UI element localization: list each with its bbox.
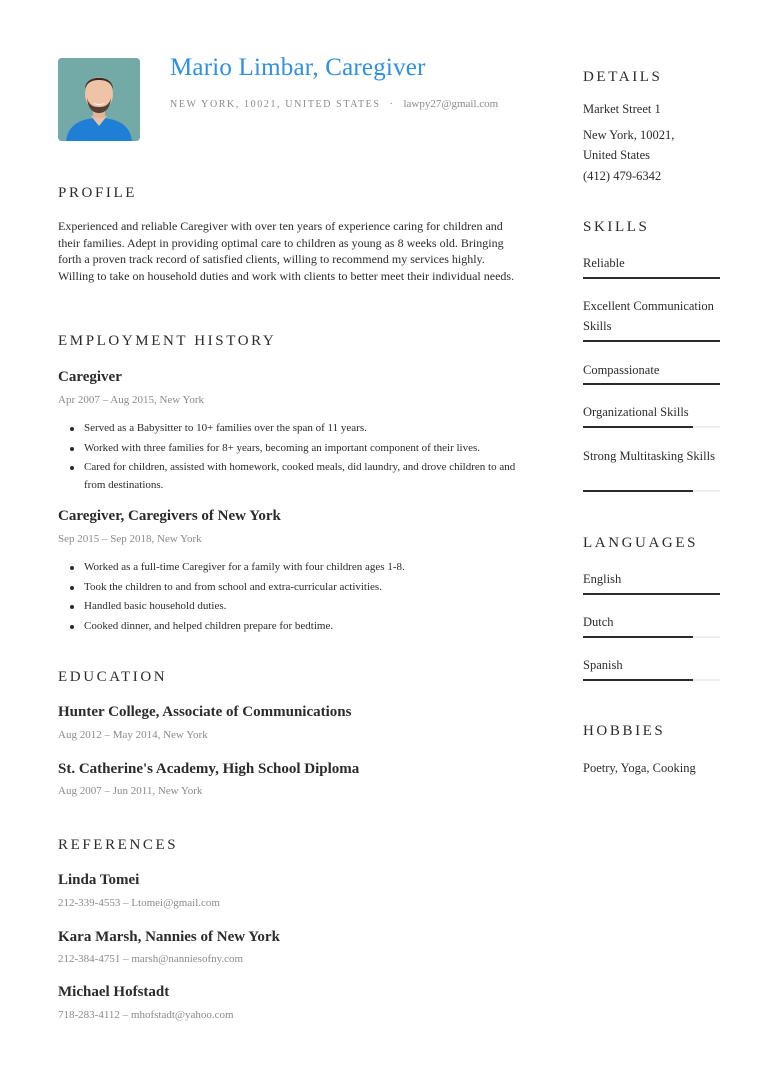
- candidate-name: Mario Limbar, Caregiver: [170, 54, 426, 81]
- email-text: lawpy27@gmail.com: [403, 98, 499, 110]
- profile-text: Experienced and reliable Caregiver with over ten years of experience caring for children and their families. Adept in providing optimal care to children as young as 8 weeks old. Bringing forth a proven track record of satisfied clients, willing to recommend my services highly. Willing to take on household duties and work with clients to better meet their individual needs.: [58, 219, 515, 283]
- skill-level-bar: [583, 490, 720, 492]
- references-heading: REFERENCES: [58, 837, 179, 853]
- language-level-fill: [583, 679, 693, 681]
- details-city: New York, 10021, United States: [583, 128, 675, 162]
- skill-label: Organizational Skills: [583, 405, 689, 419]
- education-title: St. Catherine's Academy, High School Diploma: [58, 761, 360, 777]
- hobbies-text: Poetry, Yoga, Cooking: [583, 761, 696, 775]
- skill-level-fill: [583, 383, 720, 385]
- reference-contact: 212-339-4553 – Ltomei@gmail.com: [58, 897, 220, 909]
- bullet-item: Worked with three families for 8+ years, becoming an important component of their lives.: [58, 440, 520, 458]
- location-text: NEW YORK, 10021, UNITED STATES: [170, 99, 381, 110]
- bullet-item: Handled basic household duties.: [58, 598, 520, 616]
- skill-label: Compassionate: [583, 363, 660, 377]
- education-meta: Aug 2007 – Jun 2011, New York: [58, 785, 203, 797]
- separator-dot: ·: [389, 99, 395, 110]
- reference-name: Linda Tomei: [58, 872, 140, 888]
- job-bullets: [58, 420, 520, 496]
- job-meta: Sep 2015 – Sep 2018, New York: [58, 533, 202, 545]
- reference-contact: 212-384-4751 – marsh@nanniesofny.com: [58, 953, 244, 965]
- reference-name: Kara Marsh, Nannies of New York: [58, 929, 280, 945]
- skill-level-fill: [583, 340, 720, 342]
- skill-label: Strong Multitasking Skills: [583, 449, 715, 463]
- education-meta: Aug 2012 – May 2014, New York: [58, 729, 208, 741]
- job-title: Caregiver, Caregivers of New York: [58, 508, 281, 524]
- bullet-item: Cared for children, assisted with homework, cooked meals, did laundry, and drove children to and from destinations.: [58, 459, 520, 494]
- education-title: Hunter College, Associate of Communications: [58, 704, 352, 720]
- bullet-item: Served as a Babysitter to 10+ families over the span of 11 years.: [58, 420, 520, 438]
- skills-heading: SKILLS: [583, 219, 650, 235]
- bullet-item: Worked as a full-time Caregiver for a family with four children ages 1-8.: [58, 559, 520, 577]
- profile-heading: PROFILE: [58, 185, 138, 201]
- language-level-fill: [583, 593, 720, 595]
- skill-level-bar: [583, 277, 720, 279]
- job-bullets: [58, 559, 520, 637]
- person-portrait-icon: [58, 58, 140, 141]
- skill-level-fill: [583, 426, 693, 428]
- job-meta: Apr 2007 – Aug 2015, New York: [58, 394, 205, 406]
- language-label: English: [583, 572, 622, 586]
- job-title: Caregiver: [58, 369, 122, 385]
- bullet-item: Cooked dinner, and helped children prepare for bedtime.: [58, 618, 520, 636]
- profile-photo: [58, 58, 140, 141]
- details-phone: (412) 479-6342: [583, 169, 662, 183]
- education-heading: EDUCATION: [58, 669, 168, 685]
- contact-line: [170, 98, 498, 110]
- skill-level-bar: [583, 426, 720, 428]
- language-level-bar: [583, 593, 720, 595]
- skill-label: Excellent Communication Skills: [583, 299, 714, 333]
- details-heading: DETAILS: [583, 69, 663, 85]
- skill-level-bar: [583, 383, 720, 385]
- reference-contact: 718-283-4112 – mhofstadt@yahoo.com: [58, 1009, 234, 1021]
- language-label: Dutch: [583, 615, 614, 629]
- language-level-bar: [583, 636, 720, 638]
- language-level-bar: [583, 679, 720, 681]
- bullet-item: Took the children to and from school and extra-curricular activities.: [58, 579, 520, 597]
- skill-label: Reliable: [583, 256, 625, 270]
- skill-level-bar: [583, 340, 720, 342]
- reference-name: Michael Hofstadt: [58, 984, 170, 1000]
- language-label: Spanish: [583, 658, 623, 672]
- hobbies-heading: HOBBIES: [583, 723, 666, 739]
- skill-level-fill: [583, 490, 693, 492]
- languages-heading: LANGUAGES: [583, 535, 699, 551]
- details-street: Market Street 1: [583, 102, 661, 116]
- employment-heading: EMPLOYMENT HISTORY: [58, 333, 277, 349]
- language-level-fill: [583, 636, 693, 638]
- skill-level-fill: [583, 277, 720, 279]
